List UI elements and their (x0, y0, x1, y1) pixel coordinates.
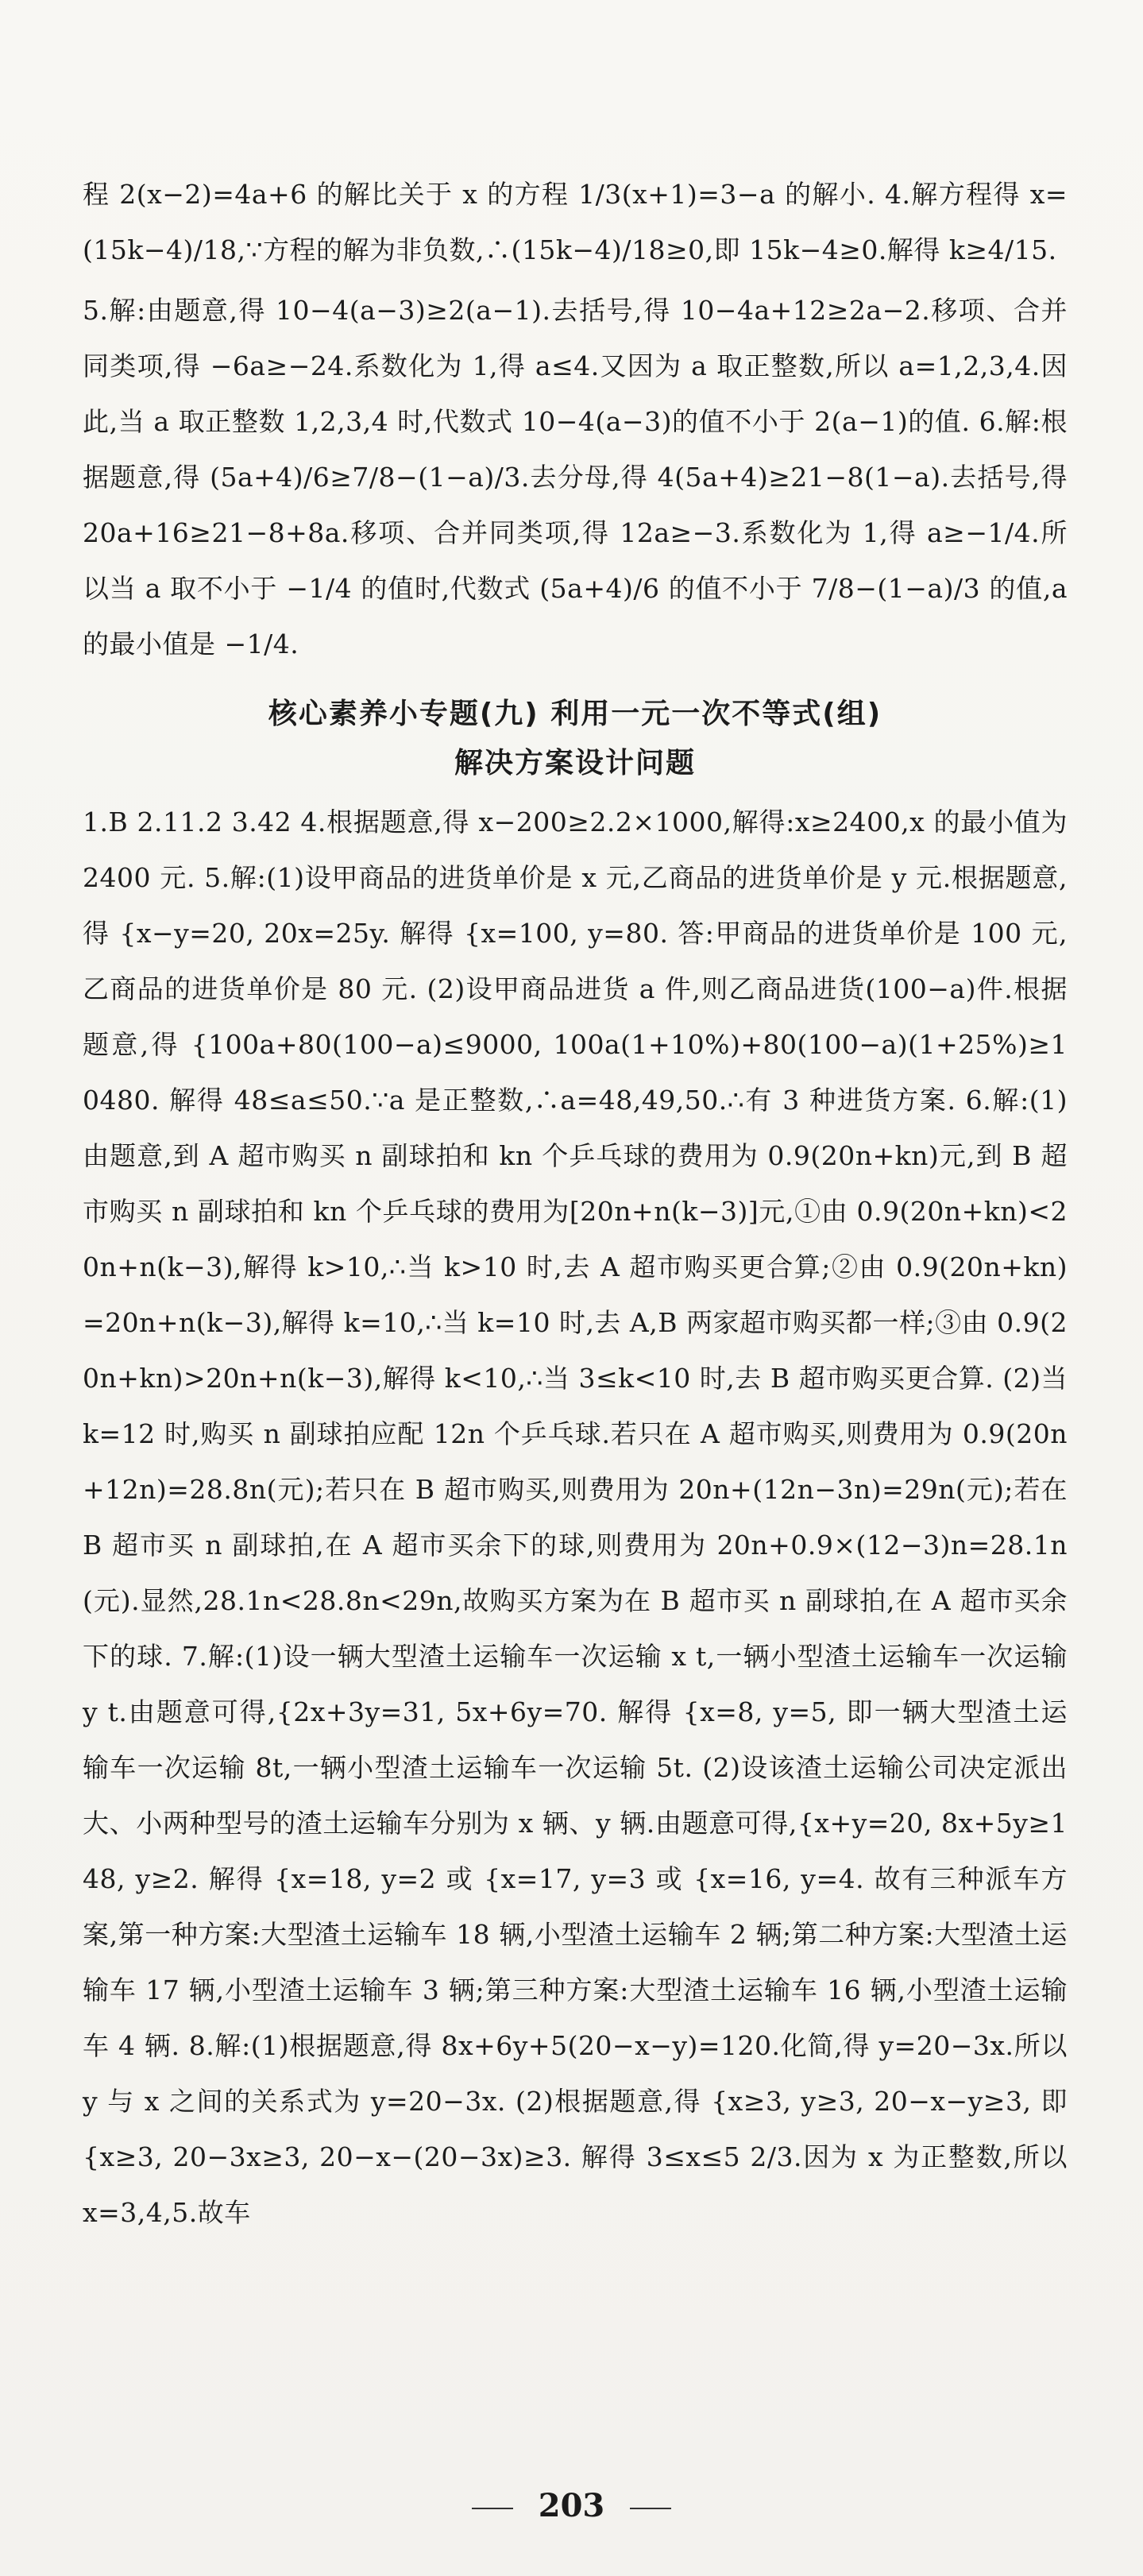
page-number: 203 (538, 2487, 605, 2524)
answer-paragraph-2: 5.解:由题意,得 10−4(a−3)≥2(a−1).去括号,得 10−4a+12≥2a−2.移项、合并同类项,得 −6a≥−24.系数化为 1,得 a≤4.又因为 a 取正整数,所以 a=1,2,3,4.因此,当 a 取正整数 1,2,3,4 时,代数式 10−4(a−3)的值不小于 2(a−1)的值. 6.解:根据题意,得 (5a+4)/6≥7/8−(1−a)/3.去分母,得 4(5a+4)≥21−8(1−a).去括号,得 20a+16≥21−8+8a.移项、合并同类项,得 12a≥−3.系数化为 1,得 a≥−1/4.所以当 a 取不小于 −1/4 的值时,代数式 (5a+4)/6 的值不小于 7/8−(1−a)/3 的值,a 的最小值是 −1/4. (83, 295, 1068, 659)
page-footer (0, 2487, 1143, 2524)
footer-dash-left (472, 2508, 513, 2509)
section-heading-line1: 核心素养小专题(九) 利用一元一次不等式(组) (268, 698, 882, 730)
answer-paragraph-3: 1.B 2.11.2 3.42 4.根据题意,得 x−200≥2.2×1000,解得:x≥2400,x 的最小值为 2400 元. 5.解:(1)设甲商品的进货单价是 x 元,乙商品的进货单价是 y 元.根据题意,得 {x−y=20, 20x=25y. 解得 {x=100, y=80. 答:甲商品的进货单价是 100 元,乙商品的进货单价是 80 元. (2)设甲商品进货 a 件,则乙商品进货(100−a)件.根据题意,得 {100a+80(100−a)≤9000, 100a(1+10%)+80(100−a)(1+25%)≥10480. 解得 48≤a≤50.∵a 是正整数,∴a=48,49,50.∴有 3 种进货方案. 6.解:(1)由题意,到 A 超市购买 n 副球拍和 kn 个乒乓球的费用为 0.9(20n+kn)元,到 B 超市购买 n 副球拍和 kn 个乒乓球的费用为[20n+n(k−3)]元,①由 0.9(20n+kn)<20n+n(k−3),解得 k>10,∴当 k>10 时,去 A 超市购买更合算;②由 0.9(20n+kn)=20n+n(k−3),解得 k=10,∴当 k=10 时,去 A,B 两家超市购买都一样;③由 0.9(20n+kn)>20n+n(k−3),解得 k<10,∴当 3≤k<10 时,去 B 超市购买更合算. (2)当 k=12 时,购买 n 副球拍应配 12n 个乒乓球.若只在 A 超市购买,则费用为 0.9(20n+12n)=28.8n(元);若只在 B 超市购买,则费用为 20n+(12n−3n)=29n(元);若在 B 超市买 n 副球拍,在 A 超市买余下的球,则费用为 20n+0.9×(12−3)n=28.1n(元).显然,28.1n<28.8n<29n,故购买方案为在 B 超市买 n 副球拍,在 A 超市买余下的球. 7.解:(1)设一辆大型渣土运输车一次运输 x t,一辆小型渣土运输车一次运输 y t.由题意可得,{2x+3y=31, 5x+6y=70. 解得 {x=8, y=5, 即一辆大型渣土运输车一次运输 8t,一辆小型渣土运输车一次运输 5t. (2)设该渣土运输公司决定派出大、小两种型号的渣土运输车分别为 x 辆、y 辆.由题意可得,{x+y=20, 8x+5y≥148, y≥2. 解得 {x=18, y=2 或 {x=17, y=3 或 {x=16, y=4. 故有三种派车方案,第一种方案:大型渣土运输车 18 辆,小型渣土运输车 2 辆;第二种方案:大型渣土运输车 17 辆,小型渣土运输车 3 辆;第三种方案:大型渣土运输车 16 辆,小型渣土运输车 4 辆. 8.解:(1)根据题意,得 8x+6y+5(20−x−y)=120.化简,得 y=20−3x.所以 y 与 x 之间的关系式为 y=20−3x. (2)根据题意,得 {x≥3, y≥3, 20−x−y≥3, 即 {x≥3, 20−3x≥3, 20−x−(20−3x)≥3. 解得 3≤x≤5 2/3.因为 x 为正整数,所以 x=3,4,5.故车 (83, 806, 1068, 2228)
section-heading (83, 690, 1068, 788)
footer-dash-right (630, 2508, 671, 2509)
page-content (83, 167, 1068, 2241)
section-heading-line2: 解决方案设计问题 (454, 747, 696, 779)
answer-paragraph-1: 程 2(x−2)=4a+6 的解比关于 x 的方程 1/3(x+1)=3−a 的解小. 4.解方程得 x=(15k−4)/18,∵方程的解为非负数,∴(15k−4)/18≥0,即 15k−4≥0.解得 k≥4/15. (83, 179, 1068, 265)
